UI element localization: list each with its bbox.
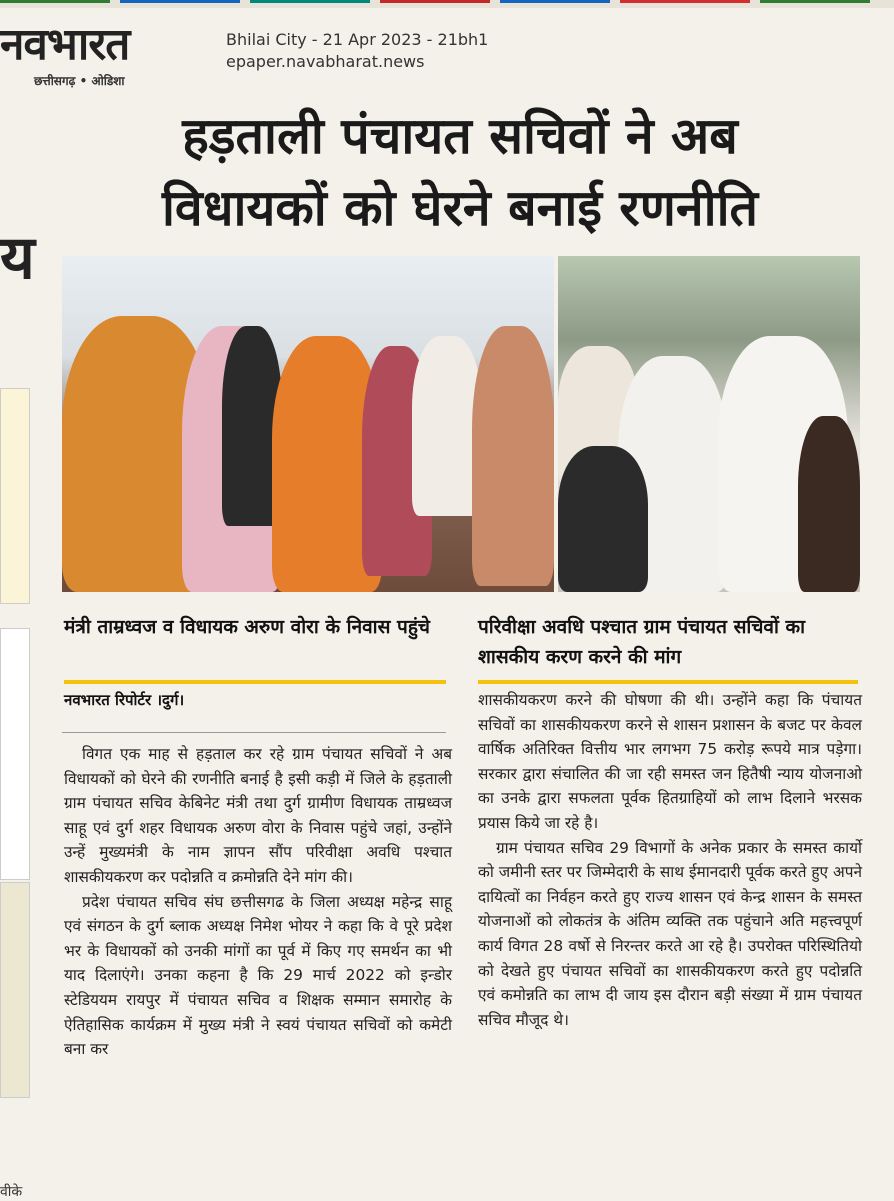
article-photos xyxy=(62,256,860,592)
photo-group-of-secretaries xyxy=(62,256,554,592)
paragraph: ग्राम पंचायत सचिव 29 विभागों के अनेक प्रकार के समस्त कार्यो को जमीनी स्तर पर जिम्मेदारी के साथ ईमानदारी पूर्वक करते हुए अपने दायित्वों का निर्वहन करते हुए राज्य शासन एवं केन्द्र शासन के समस्त योजनाओं को लोकतंत्र के अंतिम व्यक्ति तक पहुंचाने अति महत्त्वपूर्ण कार्य विगत 28 वर्षो से निरन्तर करते आ रहे है। उपरोक्त परिस्थितियो को देखते हुए पंचायत सचिवों का शासकीयकरण करते हुए पदोन्नति एवं कमोन्नति का लाभ दी जाय इस दौरान बड़ी संख्या में ग्राम पंचायत सचिव मौजूद थे। xyxy=(478,838,863,1029)
paragraph: प्रदेश पंचायत सचिव संघ छत्तीसगढ के जिला अध्यक्ष महेन्द्र साहू एवं संगठन के दुर्ग ब्लाक अध्यक्ष निमेश भोयर ने कहा कि वे पूरे प्रदेश भर के विधायकों को उनकी मांगों का पूर्व में किए गए समर्थन का भी याद दिलाएंगे। उनका कहना है कि 29 मार्च 2022 को इन्डोर स्टेडिययम रायपुर में पंचायत सचिव व शिक्षक सम्मान समारोह के ऐतिहासिक कार्यक्रम में मुख्य मंत्री ने स्वयं पंचायत सचिवों को कमेटी बना कर xyxy=(64,892,452,1059)
subheading-left: मंत्री ताम्रध्वज व विधायक अरुण वोरा के निवास पहुंचे xyxy=(64,616,431,638)
paragraph: शासकीयकरण करने की घोषणा की थी। उन्होंने कहा कि पंचायत सचिवों का शासकीयकरण करने से शासन प्रशासन के बजट पर केवल वार्षिक अतिरिक्त वित्तीय भार लगभग 75 करोड़ रूपये मात्र पड़ेगा। सरकार द्वारा संचालित की जा रही समस्त जन हितैषी न्याय योजनाओ का उनके द्वारा सफलता पूर्वक हितग्राहियों को लाभ दिलाने भरसक प्रयास किये जा रहे है। xyxy=(478,691,862,832)
subheading-right: परिवीक्षा अवधि पश्चात ग्राम पंचायत सचिवों का शासकीय करण करने की मांग xyxy=(478,616,806,668)
cropped-box-yellow xyxy=(0,388,30,604)
accent-rule-left xyxy=(64,680,446,684)
article-column-right xyxy=(478,688,862,1032)
cropped-box-beige xyxy=(0,882,30,1098)
byline: नवभारत रिपोर्टर ।दुर्ग। xyxy=(64,691,185,709)
headline-line-2: विधायकों को घेरने बनाई रणनीति xyxy=(161,179,759,237)
paragraph: विगत एक माह से हड़ताल कर रहे ग्राम पंचायत सचिवों ने अब विधायकों को घेरने की रणनीति बनाई है इसी कड़ी में जिले के हड़ताली ग्राम पंचायत सचिव केबिनेट मंत्री तथा दुर्ग ग्रामीण विधायक ताम्रध्वज साहू एवं दुर्ग शहर विधायक अरुण वोरा के निवास पहुंचे जहां, उन्होंने उन्हें मुख्यमंत्री के नाम ज्ञापन सौंप परिवीक्षा अवधि पश्चात शासकीयकरण कर पदोन्नति व क्रमोन्नति देने मांग की। xyxy=(64,745,452,886)
article-column-left xyxy=(64,742,452,1062)
byline-rule xyxy=(62,732,446,733)
article-headline xyxy=(62,100,858,244)
edition-info: Bhilai City - 21 Apr 2023 - 21bh1 xyxy=(226,30,489,49)
newspaper-logo: नवभारत xyxy=(0,19,130,70)
cropped-headline-glyph: य xyxy=(0,223,35,293)
masthead xyxy=(0,14,894,88)
cropped-footer-text: वीके xyxy=(0,1184,23,1200)
headline-line-1: हड़ताली पंचायत सचिवों ने अब xyxy=(182,107,738,165)
cropped-box-white xyxy=(0,628,30,880)
adjacent-page-strip xyxy=(0,88,35,1200)
photo-memorandum-handover xyxy=(558,256,860,592)
accent-rule-right xyxy=(478,680,858,684)
logo-subtitle: छत्तीसगढ़ • ओडिशा xyxy=(34,74,125,88)
top-color-strip xyxy=(0,0,894,8)
epaper-url[interactable]: epaper.navabharat.news xyxy=(226,52,425,71)
